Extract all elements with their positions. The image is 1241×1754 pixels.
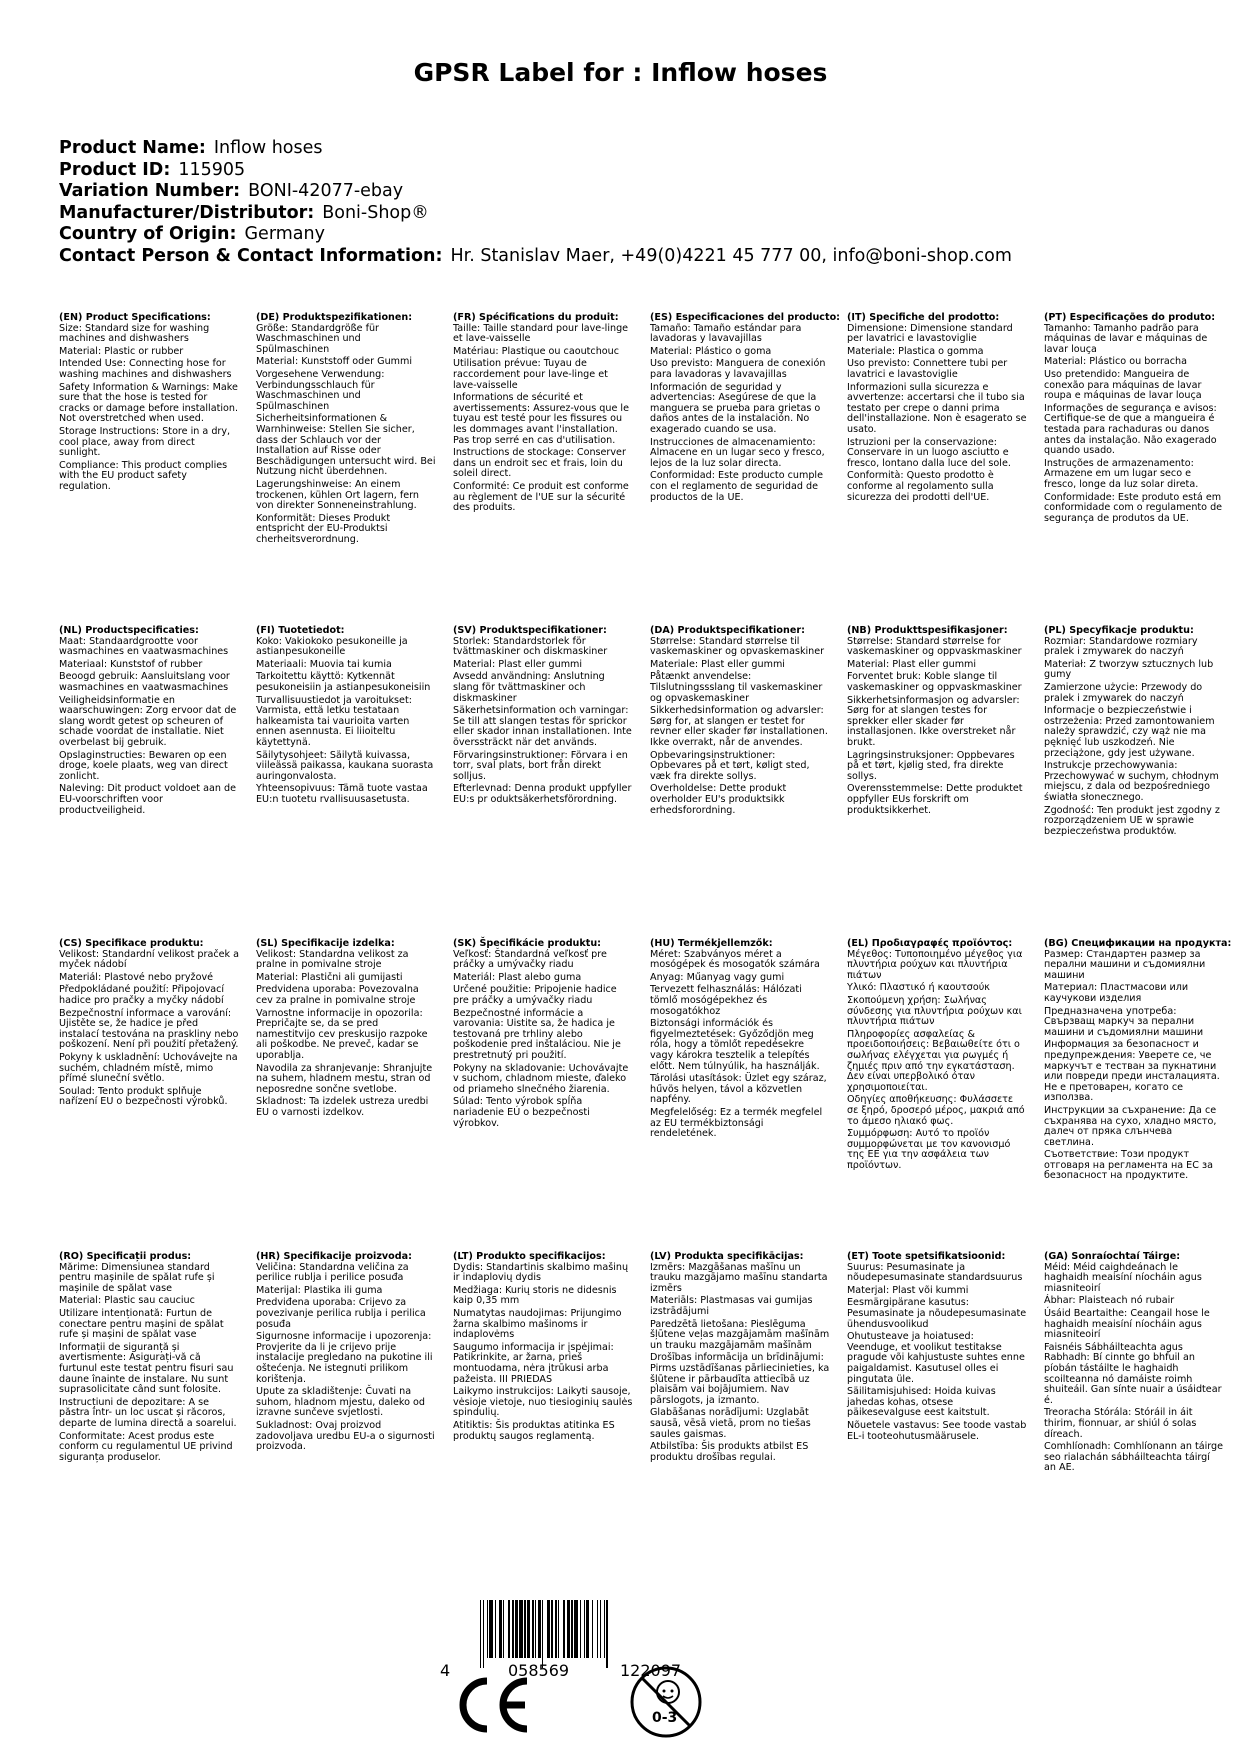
spec-line: Uso pretendido: Mangueira de conexão para máquinas de lavar roupa e máquinas de lavar louça	[1044, 368, 1202, 402]
spec-heading: (EL) Προδιαγραφές προϊόντος:	[847, 938, 1013, 949]
spec-line: Conformité: Ce produit est conforme au règlement de l'UE sur la sécurité des produits.	[453, 480, 629, 514]
spec-line: Avsedd användning: Anslutning slang för tvättmaskiner och diskmaskiner	[453, 671, 605, 704]
spec-line: Koko: Vakiokoko pesukoneille ja astianpesukoneille	[256, 635, 408, 658]
info-row	[59, 246, 1012, 268]
spec-line: Overensstemmelse: Dette produktet oppfyller EUs forskrift om produktsikkerhet.	[847, 783, 1023, 816]
spec-line: Opbevaringsinstruktioner: Opbevares på et tørt, køligt sted, væk fra direkte sollys.	[650, 749, 810, 782]
info-row	[59, 138, 1012, 160]
spec-line: Utilizare intenționată: Furtun de conectare pentru mașini de spălat rufe și mașini de spălat vase	[59, 1307, 224, 1341]
spec-heading: (HU) Termékjellemzők:	[650, 938, 773, 949]
spec-line: Glabāšanas norādījumi: Uzglabāt sausā, vēsā vietā, prom no tiešas saules gaismas.	[650, 1407, 811, 1440]
spec-block	[1044, 1252, 1224, 1476]
spec-line: Υλικό: Πλαστικό ή καουτσούκ	[847, 982, 990, 994]
spec-line: Lagerungshinweise: An einem trockenen, kühlen Ort lagern, fern von direkter Sonneneinstrahlung.	[256, 478, 419, 512]
spec-line: Tervezett felhasználás: Hálózati tömlő mosógépekhez és mosogatókhoz	[650, 984, 802, 1017]
info-value: Inflow hoses	[213, 138, 323, 158]
spec-line: Suurus: Pesumasinate ja nõudepesumasinate standardsuurus	[847, 1261, 1023, 1284]
spec-line: Velikost: Standardní velikost praček a myček nádobí	[59, 948, 239, 971]
spec-line: Materiāls: Plastmasas vai gumijas izstrādājumi	[650, 1295, 813, 1317]
spec-block	[256, 313, 436, 547]
spec-block	[1044, 938, 1232, 1184]
spec-line: Съответствие: Този продукт отговаря на регламента на ЕС за безопасност на продуктите.	[1044, 1149, 1213, 1182]
spec-line: Sigurnosne informacije i upozorenja: Provjerite da li je crijevo prije instalacije pregledano na pukotine ili oštećenja. Ne istegnuti prilikom korištenja.	[256, 1331, 433, 1385]
product-info	[59, 138, 1012, 267]
spec-block	[847, 626, 1027, 818]
spec-block	[650, 626, 830, 818]
spec-line: Soulad: Tento produkt splňuje nařízení EU o bezpečnosti výrobků.	[59, 1085, 228, 1108]
spec-line: Comhlíonadh: Comhlíonann an táirge seo rialachán sábháilteachta táirgí an AE.	[1044, 1441, 1224, 1474]
spec-line: Tamaño: Tamaño estándar para lavadoras y lavavajillas	[650, 322, 802, 345]
spec-heading: (PL) Specyfikacje produktu:	[1044, 625, 1194, 636]
spec-line: Veľkosť: Štandardná veľkosť pre práčky a umývačky riadu	[453, 948, 607, 971]
spec-line: Säkerhetsinformation och varningar: Se till att slangen testas för sprickor eller skador innan installationen. Inte överssträckt när det används.	[453, 705, 632, 748]
spec-line: Størrelse: Standard størrelse for vaskemaskiner og oppvaskmaskiner	[847, 635, 1022, 658]
spec-block	[453, 1252, 633, 1444]
spec-heading: (PT) Especificações do produto:	[1044, 312, 1216, 323]
spec-line: Sikkerhedsinformation og advarsler: Sørg for, at slangen er testet for revner eller skader før installationen. Ikke overrakt, når de anvendes.	[650, 705, 828, 748]
spec-heading: (FI) Tuotetiedot:	[256, 625, 345, 636]
spec-line: Efterlevnad: Denna produkt uppfyller EU:s pr oduktsäkerhetsförordning.	[453, 783, 632, 805]
info-label: Country of Origin:	[59, 224, 237, 244]
spec-line: Varnostne informacije in opozorila: Prepričajte se, da se pred namestitvijo cev preskusijo razpoke ali poškodbe. Ne preveč, kadar se uporablja.	[256, 1007, 428, 1061]
spec-line: Maat: Standaardgrootte voor wasmachines en vaatwasmachines	[59, 635, 229, 658]
spec-line: Conformitate: Acest produs este conform cu regulamentul UE privind siguranța produselor.	[59, 1430, 233, 1463]
spec-line: Storlek: Standardstorlek för tvättmaskiner och diskmaskiner	[453, 635, 608, 658]
spec-line: Material: Plástico o goma	[650, 345, 772, 357]
spec-line: Säilitamisjuhised: Hoida kuivas jahedas kohas, otsese päikesevalguse eest kaitstult.	[847, 1386, 996, 1419]
spec-block	[453, 313, 633, 516]
spec-block	[847, 313, 1027, 505]
spec-block	[256, 1252, 436, 1455]
spec-line: Intended Use: Connecting hose for washing machines and dishwashers	[59, 358, 232, 380]
spec-line: Tarkoitettu käyttö: Kytkennät pesukoneisiin ja astianpesukoneisiin	[256, 671, 431, 693]
ce-mark-icon	[455, 1675, 535, 1735]
spec-line: Veličina: Standardna veličina za perilice rublja i perilice posuđa	[256, 1261, 409, 1284]
spec-line: Bezpečnostní informace a varování: Ujistěte se, že hadice je před instalací testována na praskliny nebo poškození. Není při použití přetažený.	[59, 1007, 239, 1051]
spec-line: Size: Standard size for washing machines and dishwashers	[59, 322, 210, 345]
spec-block	[650, 312, 841, 505]
spec-line: Material: Plast eller gummi	[847, 658, 977, 670]
spec-line: Συμμόρφωση: Αυτό το προϊόν συμμορφώνεται με τον κανονισμό της ΕΕ για την ασφάλεια των προϊόντων.	[847, 1128, 1011, 1171]
info-label: Manufacturer/Distributor:	[59, 202, 315, 223]
spec-line: Informations de sécurité et avertissements: Assurez-vous que le tuyau est testé pour les fissures ou les dommages avant l'installation. Pas trop serré en cas d'utilisation.	[453, 392, 629, 446]
spec-line: Medžiaga: Kurių storis ne didesnis kaip 0,35 mm	[453, 1284, 617, 1307]
spec-line: Mărime: Dimensiunea standard pentru mașinile de spălat rufe și mașinile de spălat vase	[59, 1261, 215, 1294]
spec-block	[59, 939, 239, 1110]
spec-line: Yhteensopivuus: Tämä tuote vastaa EU:n tuotetu rvallisuusasetusta.	[256, 783, 428, 805]
barcode-bars	[480, 1600, 745, 1658]
spec-line: Drošības informācija un brīdinājumi: Pirms uzstādīšanas pārliecinieties, ka šļūtene ir pārbaudīta attiecībā uz plaisām vai bojājumiem. Nav pārslogots, ja izmanto.	[650, 1352, 830, 1406]
spec-line: Beoogd gebruik: Aansluitslang voor wasmachines en vaatwasmachines	[59, 671, 230, 693]
spec-line: Istruzioni per la conservazione: Conservare in un luogo asciutto e fresco, lontano dalla luce del sole.	[847, 436, 1011, 469]
spec-line: Instructions de stockage: Conserver dans un endroit sec et frais, loin du soleil direct.	[453, 447, 626, 480]
spec-line: Zgodność: Ten produkt jest zgodny z rozporządzeniem UE w sprawie bezpieczeństwa produktów.	[1044, 804, 1220, 837]
spec-line: Utilisation prévue: Tuyau de raccordement pour lave-linge et lave-vaisselle	[453, 358, 608, 391]
spec-line: Paredzētā lietošana: Pieslēguma šļūtene veļas mazgājamām mašīnām un trauku mazgājamām mašīnām	[650, 1318, 830, 1351]
spec-grid	[59, 313, 1239, 1563]
info-value: Germany	[244, 224, 325, 244]
spec-line: Navodila za shranjevanje: Shranjujte na suhem, hladnem mestu, stran od neposredne sončne svetlobe.	[256, 1062, 433, 1095]
spec-line: Материал: Пластмасови или каучукови изделия	[1044, 982, 1189, 1004]
info-value: Boni-Shop®	[322, 202, 429, 223]
spec-block	[59, 313, 239, 495]
spec-heading: (IT) Specifiche del prodotto:	[847, 312, 1000, 323]
spec-line: Lagringsinstruksjoner: Oppbevares på et tørt, kjølig sted, fra direkte sollys.	[847, 749, 1015, 782]
info-value: 115905	[178, 159, 246, 180]
barcode-digit-first: 4	[440, 1661, 451, 1680]
spec-line: Faisnéis Sábháilteachta agus Rabhadh: Bí cinnte go bhfuil an píobán tástáilte le haghaidh scoilteanna nó damáiste roimh shuiteáil. Gan sínte nuair a úsáidtear é.	[1044, 1341, 1222, 1406]
spec-line: Forventet bruk: Koble slange til vaskemaskiner og oppvaskmaskiner	[847, 671, 1022, 693]
spec-line: Información de seguridad y advertencias: Asegúrese de que la manguera se prueba para grietas o daños antes de la instalación. No exagerado cuando se usa.	[650, 381, 821, 435]
spec-line: Předpokládané použití: Připojovací hadice pro pračky a myčky nádobí	[59, 984, 225, 1006]
spec-heading: (RO) Specificații produs:	[59, 1251, 192, 1262]
spec-line: Material: Plast eller gummi	[453, 658, 583, 670]
spec-line: Opslaginstructies: Bewaren op een droge, koele plaats, weg van direct zonlicht.	[59, 749, 228, 782]
spec-line: Predvidena uporaba: Povezovalna cev za pralne in pomivalne stroje	[256, 984, 419, 1006]
spec-heading: (ES) Especificaciones del producto:	[650, 312, 841, 323]
spec-line: Konformität: Dieses Produkt entspricht der EU-Produktsi cherheitsverordnung.	[256, 512, 391, 545]
spec-block	[59, 626, 239, 818]
spec-line: Numatytas naudojimas: Prijungimo žarna skalbimo mašinoms ir indaplovėms	[453, 1307, 622, 1341]
spec-line: Materjal: Plast või kummi	[847, 1284, 969, 1296]
spec-line: Méid: Méid caighdeánach le haghaidh meaisíní níocháin agus miasniteoirí	[1044, 1261, 1202, 1294]
spec-heading: (SV) Produktspecifikationer:	[453, 625, 607, 636]
info-row	[59, 203, 1012, 225]
spec-block	[453, 939, 633, 1131]
spec-line: Informazioni sulla sicurezza e avvertenze: accertarsi che il tubo sia testato per crepe o danni prima dell'installazione. Non è esagerato se usato.	[847, 381, 1027, 435]
spec-block	[847, 1252, 1027, 1444]
spec-line: Pokyny na skladovanie: Uchovávajte v suchom, chladnom mieste, ďaleko od priameho slnečného žiarenia.	[453, 1062, 629, 1095]
spec-line: Ohutusteave ja hoiatused: Veenduge, et voolikut testitakse pragude või kahjustuste suhtes enne paigaldamist. Kasutusel olles ei pingutata üle.	[847, 1331, 1025, 1385]
spec-block	[847, 939, 1027, 1173]
spec-line: Ábhar: Plaisteach nó rubair	[1044, 1295, 1175, 1307]
spec-line: Sicherheitsinformationen & Warnhinweise: Stellen Sie sicher, dass der Schlauch vor der Installation auf Risse oder Beschädigungen untersucht wird. Bei Nutzung nicht überdehnen.	[256, 413, 436, 478]
spec-line: Naleving: Dit product voldoet aan de EU-voorschriften voor productveiligheid.	[59, 783, 236, 816]
spec-line: Material: Plastični ali gumijasti	[256, 971, 403, 983]
spec-heading: (NB) Produkttspesifikasjoner:	[847, 625, 1008, 636]
spec-line: Instrucțiuni de depozitare: A se păstra într- un loc uscat și răcoros, departe de lumina directă a soarelui.	[59, 1396, 237, 1429]
spec-line: Conformità: Questo prodotto è conforme al regolamento sulla sicurezza dei prodotti dell'UE.	[847, 470, 994, 503]
info-label: Product ID:	[59, 159, 171, 180]
spec-line: Инструкции за съхранение: Да се съхранява на сухо, хладно място, далеч от пряка слънчева светлина.	[1044, 1104, 1217, 1148]
spec-line: Bezpečnostné informácie a varovania: Uistite sa, že hadica je testovaná pre trhliny alebo poškodenie pred inštaláciou. Nie je prestretnutý pri použití.	[453, 1007, 621, 1061]
spec-line: Saugumo informacija ir įspėjimai: Patikrinkite, ar žarna, prieš montuodama, nėra įtrūkusi arba pažeista. III PRIEDAS	[453, 1341, 614, 1385]
spec-line: Informații de siguranță și avertismente: Asigurați-vă că furtunul este testat pentru fisuri sau daune înainte de instalare. Nu sunt suprasolicitate când sunt folosite.	[59, 1341, 234, 1396]
spec-heading: (LT) Produkto specifikacijos:	[453, 1251, 606, 1262]
barcode-digits-left: 058569	[508, 1661, 570, 1680]
spec-line: Materiale: Plast eller gummi	[650, 658, 785, 670]
spec-line: Materiál: Plast alebo guma	[453, 971, 582, 983]
spec-line: Nõuetele vastavus: See toode vastab EL-i tooteohutusmäärusele.	[847, 1419, 1027, 1442]
info-label: Variation Number:	[59, 181, 241, 201]
spec-line: Turvallisuustiedot ja varoitukset: Varmista, että letku testataan halkeamista tai vaurioita varten ennen asennusta. Ei liioiteltu käytettynä.	[256, 694, 412, 748]
spec-line: Информация за безопасност и предупреждения: Уверете се, че маркучът е тестван за пукнатини или повреди преди инсталацията. Не е претоварен, когато се използва.	[1044, 1039, 1220, 1104]
spec-heading: (LV) Produkta specifikācijas:	[650, 1251, 804, 1262]
spec-line: Pokyny k uskladnění: Uchovávejte na suchém, chladném místě, mimo přímé sluneční světlo.	[59, 1051, 238, 1085]
spec-line: Skladnost: Ta izdelek ustreza uredbi EU o varnosti izdelkov.	[256, 1096, 429, 1118]
spec-line: Materijal: Plastika ili guma	[256, 1284, 383, 1296]
spec-line: Safety Information & Warnings: Make sure that the hose is tested for cracks or damage before installation. Not overstretched when used.	[59, 381, 239, 425]
spec-line: Anyag: Műanyag vagy gumi	[650, 971, 785, 983]
info-row	[59, 181, 1012, 203]
spec-line: Påtænkt anvendelse: Tilslutningssslang til vaskemaskiner og opvaskemaskiner	[650, 671, 823, 704]
info-label: Contact Person & Contact Information:	[59, 245, 443, 266]
spec-line: Izmērs: Mazgāšanas mašīnu un trauku mazgājamo mašīnu standarta izmērs	[650, 1261, 828, 1294]
spec-line: Informações de segurança e avisos: Certifique-se de que a mangueira é testada para rachaduras ou danos antes da instalação. Não exagerado quando usado.	[1044, 402, 1217, 457]
spec-line: Πληροφορίες ασφαλείας & προειδοποιήσεις: Βεβαιωθείτε ότι ο σωλήνας ελέγχεται για ρωγμές ή ζημιές πριν από την εγκατάσταση. Δεν είναι υπερβολικό όταν χρησιμοποιείται.	[847, 1028, 1020, 1093]
spec-line: Tárolási utasítások: Üzlet egy száraz, hűvös helyen, távol a közvetlen napfény.	[650, 1073, 827, 1106]
spec-line: Uso previsto: Manguera de conexión para lavadoras y lavavajillas	[650, 358, 826, 380]
spec-line: Určené použitie: Pripojenie hadice pre práčky a umývačky riadu	[453, 984, 617, 1006]
barcode-bar	[608, 1600, 609, 1668]
spec-line: Размер: Стандартен размер за перални машини и съдомиялни машини	[1044, 948, 1206, 981]
spec-line: Méret: Szabványos méret a mosógépek és mosogatók számára	[650, 948, 820, 971]
spec-block	[256, 626, 436, 808]
not-for-children-0-3-icon	[628, 1664, 704, 1740]
spec-line: Säilytysohjeet: Säilytä kuivassa, viileässä paikassa, kaukana suorasta auringonvalosta.	[256, 749, 434, 782]
spec-line: Vorgesehene Verwendung: Verbindungsschlauch für Waschmaschinen und Spülmaschinen	[256, 368, 385, 412]
spec-line: Megfelelőség: Ez a termék megfelel az EU termékbiztonsági rendeletének.	[650, 1106, 823, 1140]
spec-line: Größe: Standardgröße für Waschmaschinen und Spülmaschinen	[256, 322, 379, 355]
spec-line: Upute za skladištenje: Čuvati na suhom, hladnom mjestu, daleko od izravne sunčeve svjetlosti.	[256, 1386, 426, 1419]
spec-line: Materiaali: Muovia tai kumia	[256, 658, 392, 670]
spec-heading: (FR) Spécifications du produit:	[453, 312, 619, 323]
spec-line: Atitiktis: Šis produktas atitinka ES produktų saugos reglamentą.	[453, 1419, 615, 1442]
spec-block	[256, 939, 436, 1121]
spec-heading: (SK) Špecifikácie produktu:	[453, 938, 602, 949]
spec-line: Instrucciones de almacenamiento: Almacene en un lugar seco y fresco, lejos de la luz solar directa.	[650, 436, 825, 469]
spec-heading: (GA) Sonraíochtaí Táirge:	[1044, 1251, 1181, 1262]
spec-line: Rozmiar: Standardowe rozmiary pralek i zmywarek do naczyń	[1044, 635, 1198, 658]
barcode-digits-right: 122097	[620, 1661, 682, 1680]
page-title: GPSR Label for : Inflow hoses	[413, 58, 828, 87]
spec-line: Μέγεθος: Τυποποιημένο μέγεθος για πλυντήρια ρούχων και πλυντήρια πιάτων	[847, 948, 1023, 981]
spec-line: Overholdelse: Dette produkt overholder EU's produktsikk erhedsforordning.	[650, 783, 787, 816]
spec-line: Material: Plastic sau cauciuc	[59, 1295, 195, 1307]
spec-line: Veiligheidsinformatie en waarschuwingen: Zorg ervoor dat de slang wordt getest op scheuren of schade voordat de installatie. Niet overbelast bij gebruik.	[59, 694, 237, 748]
spec-line: Sikkerhetsinformasjon og advarsler: Sørg for at slangen testes for sprekker eller skader før installasjonen. Ikke overstreket når brukt.	[847, 694, 1020, 748]
spec-line: Materiale: Plastica o gomma	[847, 345, 984, 357]
spec-heading: (CS) Specifikace produktu:	[59, 938, 204, 949]
spec-line: Förvaringsinstruktioner: Förvara i en torr, sval plats, bort från direkt solljus.	[453, 749, 628, 782]
spec-line: Eesmärgipärane kasutus: Pesumasinate ja nõudepesumasinate ühendusvoolikud	[847, 1297, 1027, 1330]
spec-line: Conformidade: Este produto está em conformidade com o regulamento de segurança de produtos da UE.	[1044, 491, 1223, 524]
spec-line: Laikymo instrukcijos: Laikyti sausoje, vėsioje vietoje, nuo tiesioginių saulės spindulių.	[453, 1386, 633, 1419]
spec-line: Materiaal: Kunststof of rubber	[59, 658, 203, 670]
spec-line: Informacje o bezpieczeństwie i ostrzeżenia: Przed zamontowaniem należy sprawdzić, czy wąż nie ma pęknięć lub uszkodzeń. Nie przeciążone, gdy jest używane.	[1044, 705, 1215, 759]
spec-line: Предназначена употреба: Свързващ маркуч за перални машини и съдомиялни машини	[1044, 1005, 1204, 1038]
spec-line: Størrelse: Standard størrelse til vaskemaskiner og opvaskemaskiner	[650, 635, 825, 658]
info-value: Hr. Stanislav Maer, +49(0)4221 45 777 00, info@boni-shop.com	[450, 245, 1012, 266]
spec-line: Materiał: Z tworzyw sztucznych lub gumy	[1044, 658, 1214, 681]
spec-line: Súlad: Tento výrobok spĺňa nariadenie EÚ o bezpečnosti výrobkov.	[453, 1096, 590, 1129]
spec-line: Biztonsági információk és figyelmeztetések: Győződjön meg róla, hogy a tömlőt repedésekre vagy károkra tesztelik a telepítés előtt. Nem túlnyúlik, ha használják.	[650, 1018, 820, 1072]
spec-line: Sukladnost: Ovaj proizvod zadovoljava uredbu EU-a o sigurnosti proizvoda.	[256, 1419, 435, 1453]
spec-line: Predviđena uporaba: Crijevo za povezivanje perilica rublja i perilica posuđa	[256, 1297, 426, 1330]
spec-line: Dimensione: Dimensione standard per lavatrici e lavastoviglie	[847, 322, 1013, 345]
spec-block	[453, 626, 633, 808]
spec-line: Οδηγίες αποθήκευσης: Φυλάσσετε σε ξηρό, δροσερό μέρος, μακριά από το άμεσο ηλιακό φως.	[847, 1094, 1025, 1127]
spec-line: Zamierzone użycie: Przewody do pralek i zmywarek do naczyń	[1044, 681, 1203, 704]
spec-heading: (NL) Productspecificaties:	[59, 625, 199, 636]
spec-heading: (EN) Product Specifications:	[59, 312, 211, 323]
spec-line: Instruções de armazenamento: Armazene em um lugar seco e fresco, longe da luz solar direta.	[1044, 457, 1199, 490]
spec-line: Úsáid Beartaithe: Ceangail hose le haghaidh meaisíní níocháin agus miasniteoirí	[1044, 1307, 1210, 1341]
spec-line: Materiál: Plastové nebo pryžové	[59, 971, 214, 983]
spec-block	[1044, 626, 1224, 839]
spec-block	[59, 1252, 239, 1465]
spec-heading: (DE) Produktspezifikationen:	[256, 312, 413, 323]
info-row	[59, 160, 1012, 182]
spec-block	[650, 939, 830, 1142]
info-label: Product Name:	[59, 138, 206, 158]
spec-line: Conformidad: Este producto cumple con el reglamento de seguridad de productos de la UE.	[650, 470, 823, 503]
spec-line: Storage Instructions: Store in a dry, cool place, away from direct sunlight.	[59, 425, 231, 459]
spec-line: Treoracha Stórála: Stóráil in áit thirim, fionnuar, ar shiúl ó solas díreach.	[1044, 1407, 1197, 1440]
spec-block	[650, 1252, 830, 1465]
info-row	[59, 224, 1012, 246]
spec-heading: (SL) Specifikacije izdelka:	[256, 938, 395, 949]
spec-line: Material: Plastic or rubber	[59, 345, 184, 357]
spec-line: Material: Plástico ou borracha	[1044, 356, 1187, 368]
spec-heading: (BG) Спецификации на продукта:	[1044, 938, 1232, 949]
spec-heading: (HR) Specifikacije proizvoda:	[256, 1251, 412, 1262]
spec-line: Uso previsto: Connettere tubi per lavatrici e lavastoviglie	[847, 358, 1008, 380]
spec-line: Velikost: Standardna velikost za pralne in pomivalne stroje	[256, 948, 409, 971]
spec-line: Matériau: Plastique ou caoutchouc	[453, 345, 619, 357]
spec-block	[1044, 313, 1224, 526]
spec-line: Material: Kunststoff oder Gummi	[256, 356, 413, 368]
spec-line: Taille: Taille standard pour lave-linge et lave-vaisselle	[453, 322, 629, 345]
spec-line: Tamanho: Tamanho padrão para máquinas de lavar e máquinas de lavar louça	[1044, 322, 1208, 355]
spec-line: Compliance: This product complies with the EU product safety regulation.	[59, 459, 228, 492]
spec-line: Instrukcje przechowywania: Przechowywać w suchym, chłodnym miejscu, z dala od bezpośredniego światła słonecznego.	[1044, 760, 1219, 803]
info-value: BONI-42077-ebay	[248, 181, 404, 201]
spec-heading: (ET) Toote spetsifikatsioonid:	[847, 1251, 1006, 1262]
spec-line: Atbilstība: Šis produkts atbilst ES produktu drošības regulai.	[650, 1441, 809, 1463]
spec-line: Σκοπούμενη χρήση: Σωλήνας σύνδεσης για πλυντήρια ρούχων και πλυντήρια πιάτων	[847, 994, 1022, 1028]
spec-heading: (DA) Produktspecifikationer:	[650, 625, 805, 636]
spec-line: Dydis: Standartinis skalbimo mašinų ir indaplovių dydis	[453, 1261, 629, 1284]
age-range-label: 0-3	[652, 1710, 678, 1726]
